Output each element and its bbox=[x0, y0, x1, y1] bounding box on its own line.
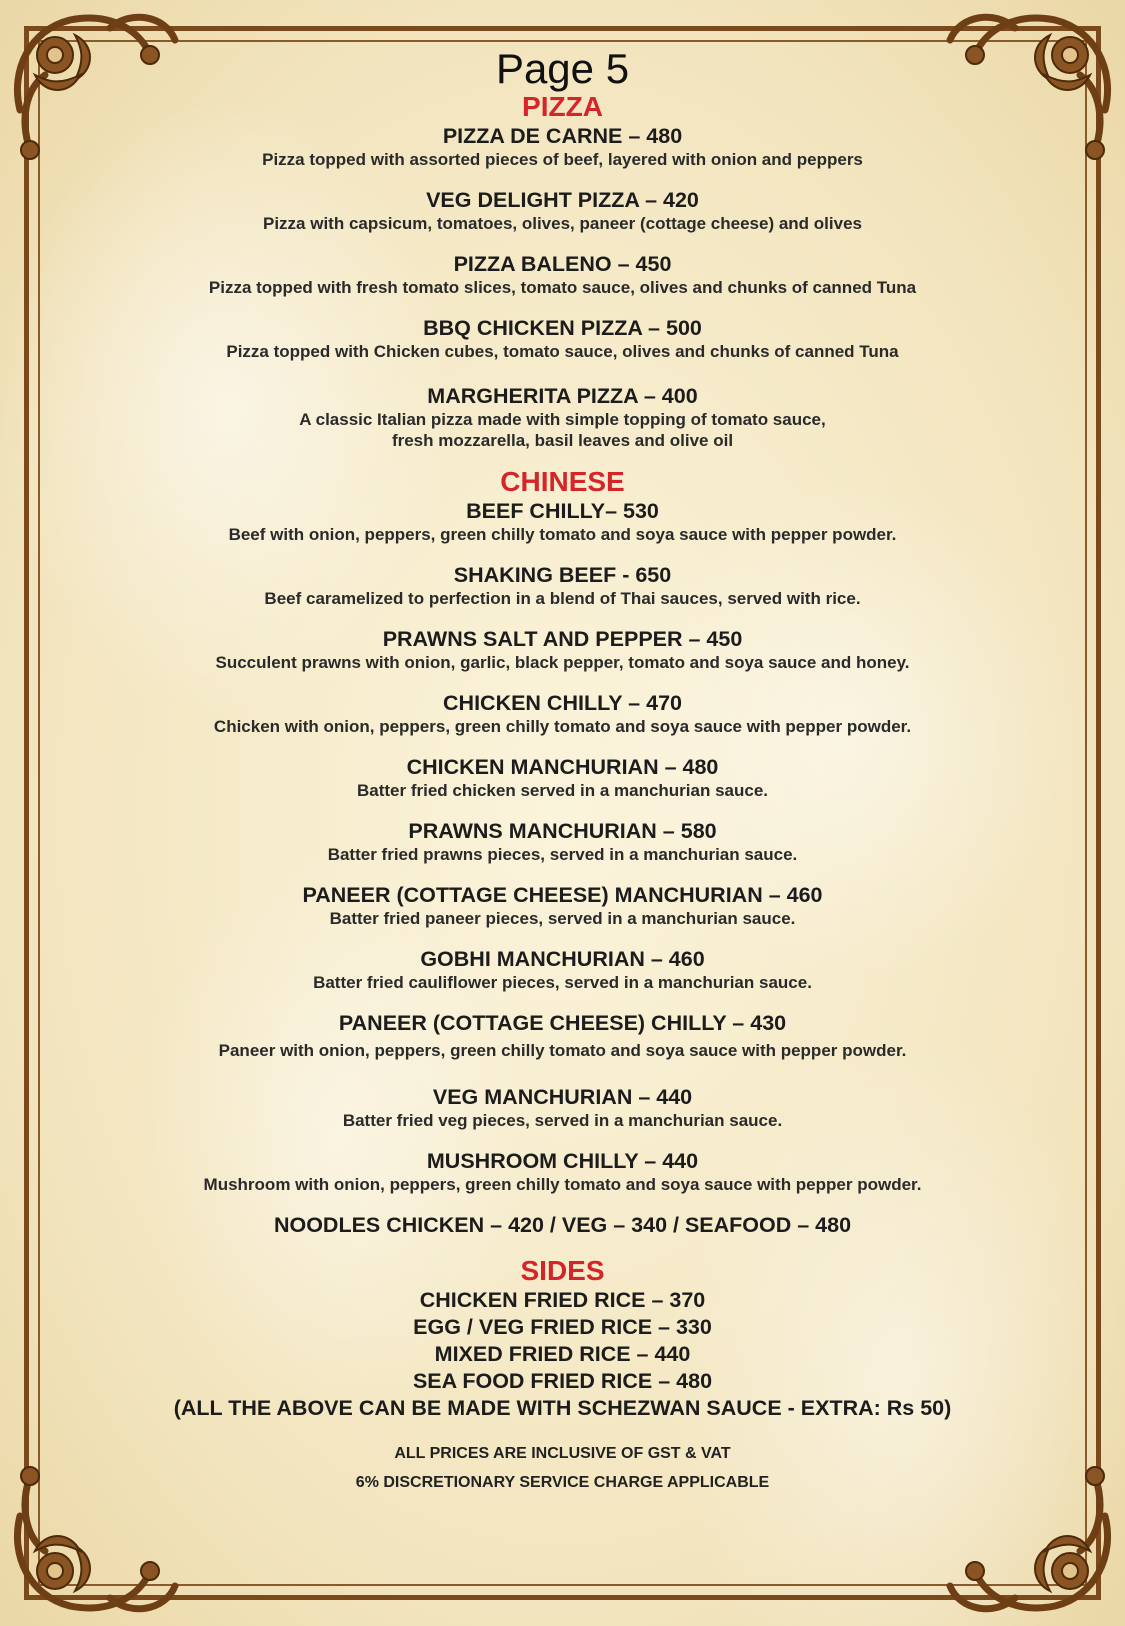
menu-item bbox=[60, 316, 1065, 362]
item-description: Batter fried cauliflower pieces, served in a manchurian sauce. bbox=[313, 973, 812, 992]
section-title-sides: SIDES bbox=[520, 1255, 605, 1286]
side-item: CHICKEN FRIED RICE – 370 bbox=[419, 1288, 706, 1312]
menu-item bbox=[60, 691, 1065, 737]
item-name: CHICKEN MANCHURIAN – 480 bbox=[406, 755, 719, 779]
side-item: EGG / VEG FRIED RICE – 330 bbox=[413, 1315, 712, 1339]
item-name: VEG DELIGHT PIZZA – 420 bbox=[426, 188, 699, 212]
item-name: GOBHI MANCHURIAN – 460 bbox=[420, 947, 705, 971]
section-title-pizza: PIZZA bbox=[522, 91, 603, 122]
menu-item bbox=[60, 563, 1065, 609]
menu-content bbox=[60, 42, 1065, 1497]
item-name: BEEF CHILLY– 530 bbox=[466, 499, 659, 523]
item-name: BBQ CHICKEN PIZZA – 500 bbox=[423, 316, 702, 340]
footer-service-charge-note: 6% DISCRETIONARY SERVICE CHARGE APPLICABLE bbox=[355, 1474, 770, 1491]
item-name: PANEER (COTTAGE CHEESE) MANCHURIAN – 460 bbox=[302, 883, 823, 907]
menu-item bbox=[60, 384, 1065, 451]
item-description: Beef with onion, peppers, green chilly tomato and soya sauce with pepper powder. bbox=[228, 525, 897, 544]
page-number: Page 5 bbox=[495, 45, 630, 92]
item-description: Batter fried veg pieces, served in a manchurian sauce. bbox=[342, 1111, 783, 1130]
footer bbox=[60, 1439, 1065, 1497]
item-description: Batter fried chicken served in a manchurian sauce. bbox=[357, 781, 768, 800]
item-description: Mushroom with onion, peppers, green chilly tomato and soya sauce with pepper powder. bbox=[203, 1175, 922, 1194]
menu-item bbox=[60, 883, 1065, 929]
menu-item bbox=[60, 1149, 1065, 1195]
section-title-chinese: CHINESE bbox=[500, 466, 625, 497]
item-description: Chicken with onion, peppers, green chilly tomato and soya sauce with pepper powder. bbox=[213, 717, 912, 736]
item-description: Beef caramelized to perfection in a blend of Thai sauces, served with rice. bbox=[264, 589, 861, 608]
item-description: Paneer with onion, peppers, green chilly tomato and soya sauce with pepper powder. bbox=[218, 1041, 907, 1060]
menu-item bbox=[60, 188, 1065, 234]
side-item: SEA FOOD FRIED RICE – 480 bbox=[412, 1369, 713, 1393]
item-name: PANEER (COTTAGE CHEESE) CHILLY – 430 bbox=[338, 1011, 787, 1035]
side-item: MIXED FRIED RICE – 440 bbox=[434, 1342, 691, 1366]
menu-item bbox=[60, 499, 1065, 545]
menu-item bbox=[60, 124, 1065, 170]
item-description: Batter fried paneer pieces, served in a manchurian sauce. bbox=[329, 909, 796, 928]
item-description: Succulent prawns with onion, garlic, black pepper, tomato and soya sauce and honey. bbox=[215, 653, 910, 672]
item-description: fresh mozzarella, basil leaves and olive oil bbox=[391, 431, 734, 450]
menu-item bbox=[60, 1213, 1065, 1238]
menu-item bbox=[60, 1011, 1065, 1061]
item-description: Pizza with capsicum, tomatoes, olives, paneer (cottage cheese) and olives bbox=[263, 214, 862, 233]
item-description: A classic Italian pizza made with simple topping of tomato sauce, bbox=[299, 410, 826, 429]
item-description: Batter fried prawns pieces, served in a manchurian sauce. bbox=[327, 845, 798, 864]
item-name: PRAWNS MANCHURIAN – 580 bbox=[408, 819, 717, 843]
side-note: (ALL THE ABOVE CAN BE MADE WITH SCHEZWAN SAUCE - EXTRA: Rs 50) bbox=[173, 1396, 952, 1420]
menu-item bbox=[60, 1085, 1065, 1131]
menu-item bbox=[60, 627, 1065, 673]
menu-item bbox=[60, 252, 1065, 298]
item-name: MUSHROOM CHILLY – 440 bbox=[426, 1149, 699, 1173]
item-description: Pizza topped with fresh tomato slices, tomato sauce, olives and chunks of canned Tuna bbox=[208, 278, 917, 297]
item-name: SHAKING BEEF - 650 bbox=[453, 563, 672, 587]
item-description: Pizza topped with assorted pieces of beef, layered with onion and peppers bbox=[262, 150, 863, 169]
item-name: CHICKEN CHILLY – 470 bbox=[443, 691, 682, 715]
footer-tax-note: ALL PRICES ARE INCLUSIVE OF GST & VAT bbox=[394, 1445, 731, 1462]
item-name: VEG MANCHURIAN – 440 bbox=[432, 1085, 693, 1109]
item-description: Pizza topped with Chicken cubes, tomato sauce, olives and chunks of canned Tuna bbox=[226, 342, 899, 361]
item-name: MARGHERITA PIZZA – 400 bbox=[427, 384, 698, 408]
item-name: PIZZA BALENO – 450 bbox=[453, 252, 672, 276]
item-name: PRAWNS SALT AND PEPPER – 450 bbox=[382, 627, 743, 651]
menu-item bbox=[60, 947, 1065, 993]
item-name: NOODLES CHICKEN – 420 / VEG – 340 / SEAFOOD – 480 bbox=[273, 1213, 852, 1237]
menu-item bbox=[60, 819, 1065, 865]
item-name: PIZZA DE CARNE – 480 bbox=[442, 124, 683, 148]
menu-item bbox=[60, 755, 1065, 801]
